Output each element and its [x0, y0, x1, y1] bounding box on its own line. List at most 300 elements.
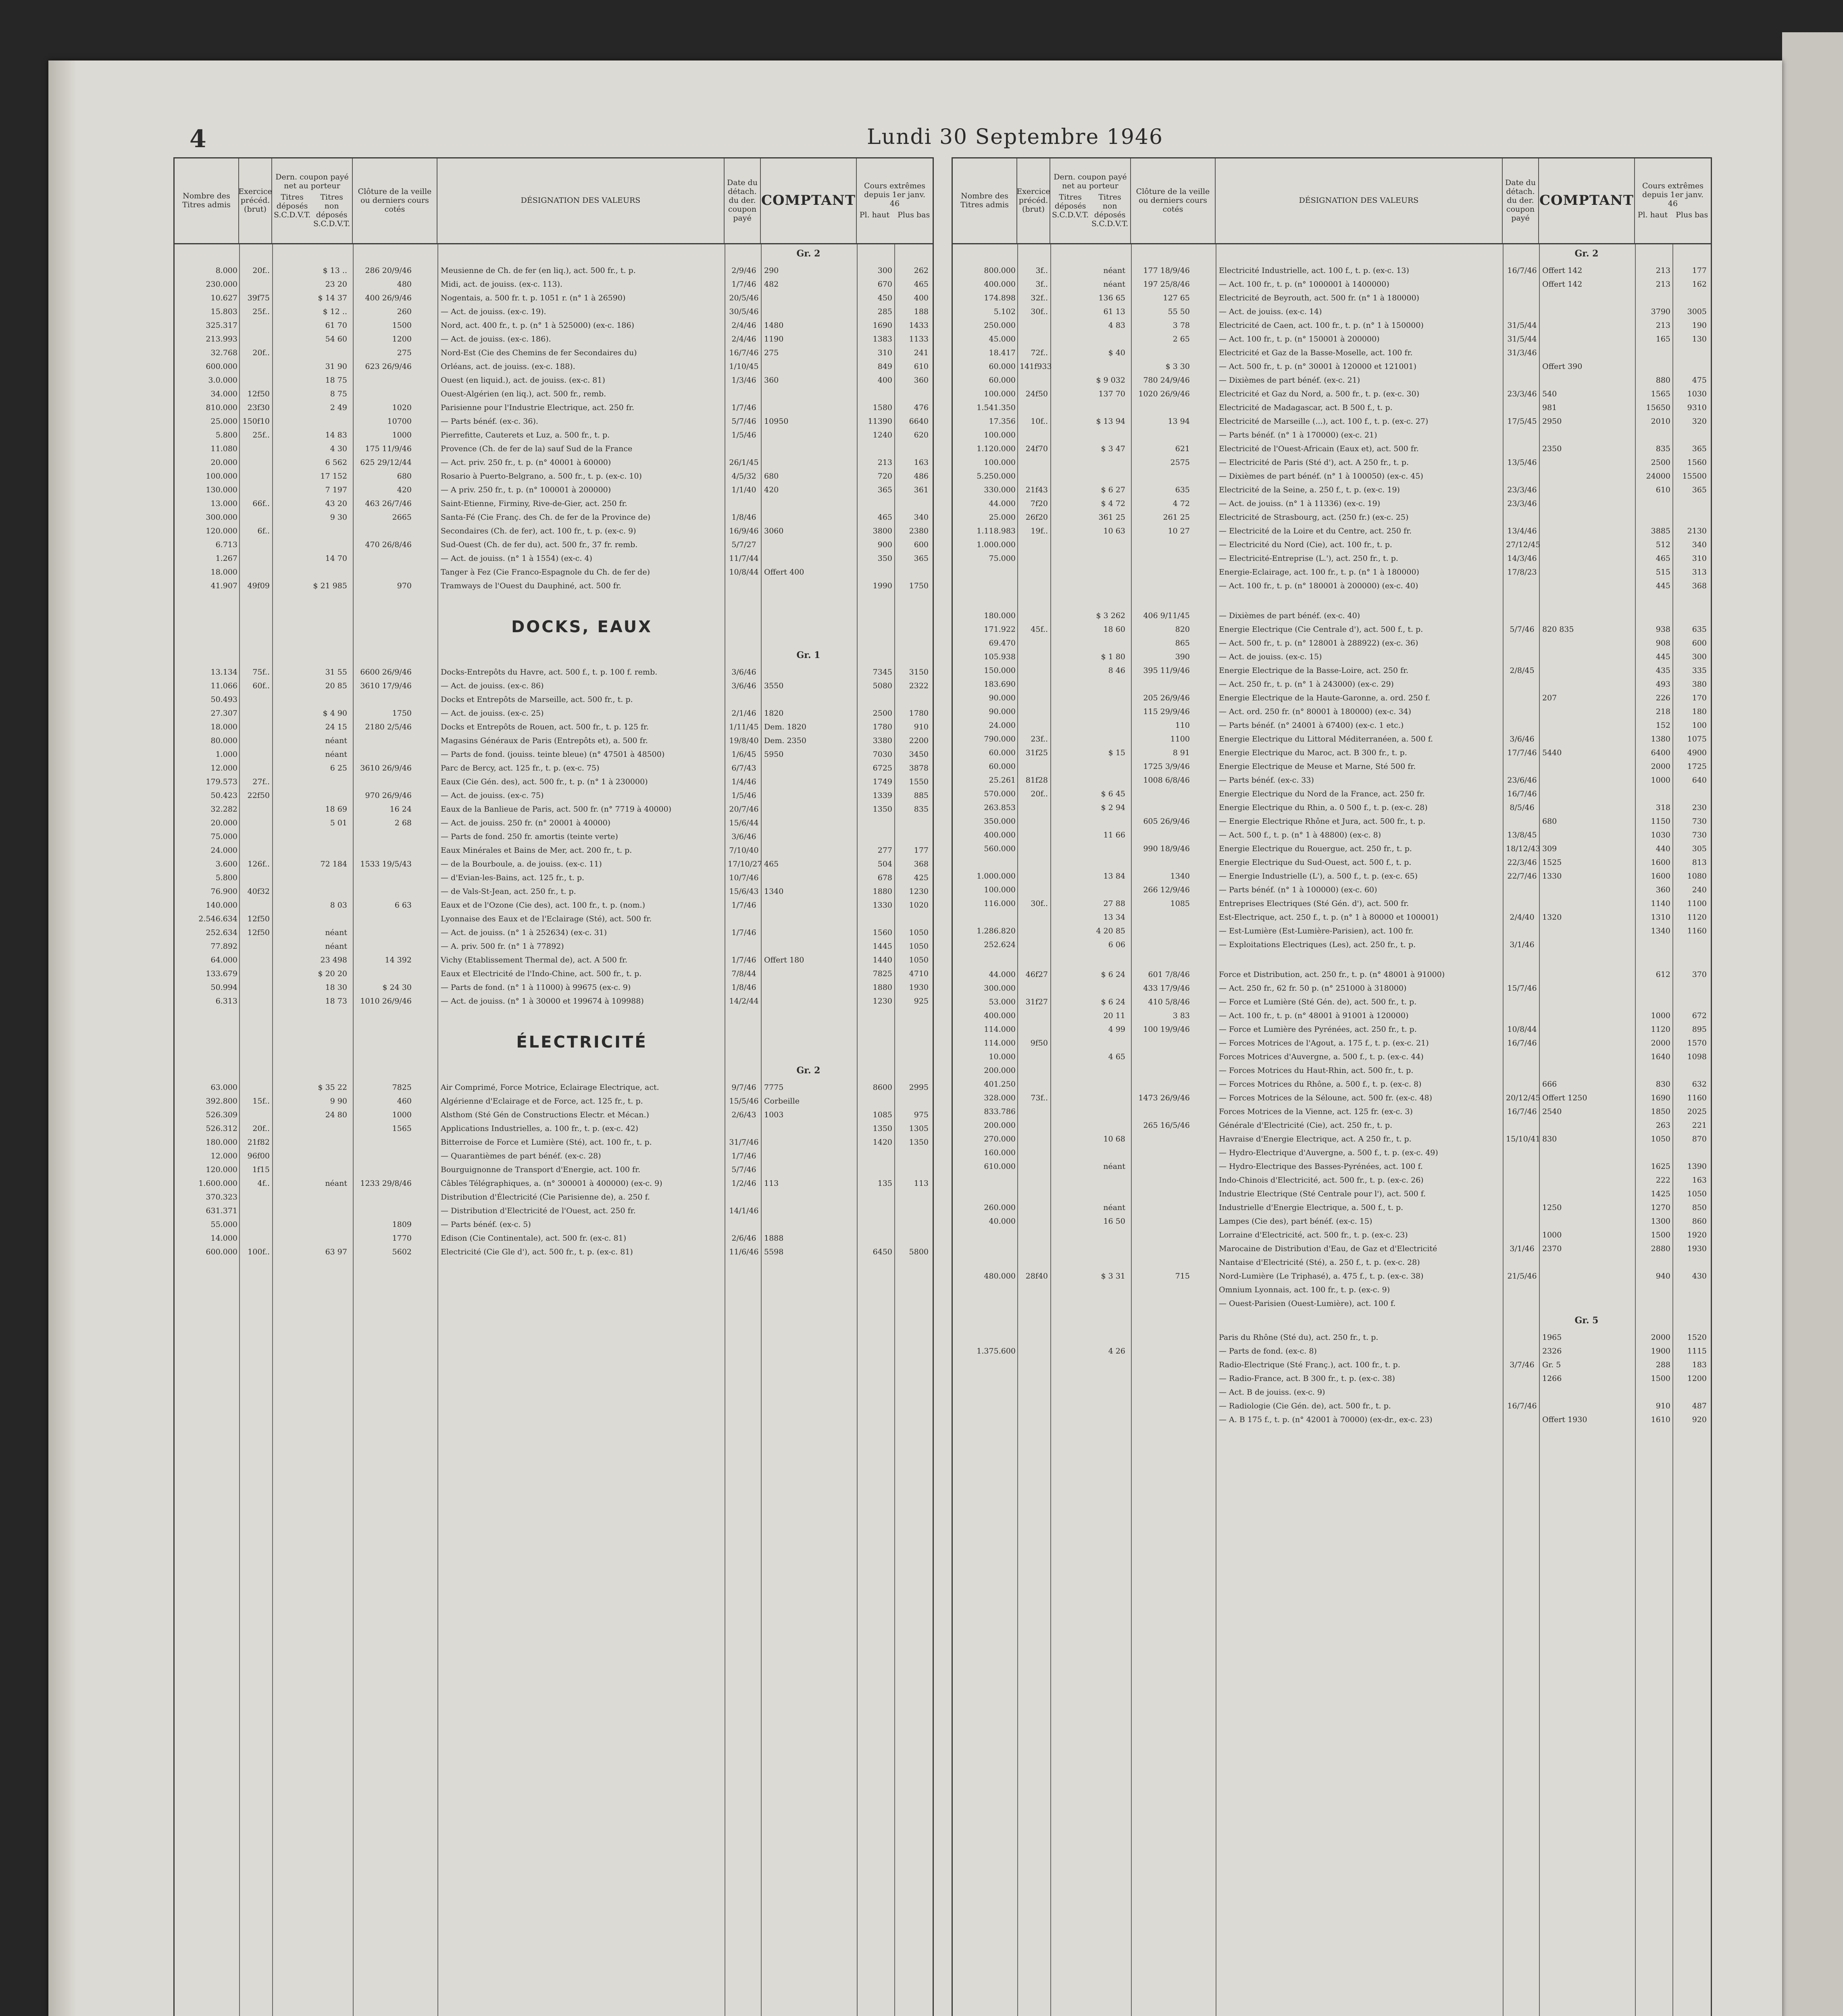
cell-name: Pierrefitte, Cauterets et Luz, a. 500 fr., t. p. — [441, 431, 610, 439]
cell-close: 470 26/8/46 — [365, 540, 412, 549]
cell-lo: 1390 — [1687, 1162, 1707, 1171]
cell-hi: 213 — [877, 458, 892, 467]
right-table-body — [953, 244, 1711, 2016]
cell-qty: 560.000 — [984, 844, 1016, 853]
cell-coupon: 4 65 — [1108, 1052, 1125, 1061]
cell-lo: 730 — [1692, 831, 1707, 839]
cell-coupon: $ 20 20 — [318, 969, 347, 978]
cell-name: — Parts bénéf. (n° 24001 à 67400) (ex-c. 1 etc.) — [1219, 721, 1404, 730]
cell-name: Nantaise d'Electricité (Sté), a. 250 f., t. p. (ex-c. 28) — [1219, 1258, 1420, 1267]
table-row — [175, 995, 933, 1009]
cell-qty: 330.000 — [984, 485, 1016, 494]
cell-lo: 380 — [1692, 680, 1707, 689]
cell-close: 1565 — [392, 1124, 412, 1133]
cell-name: Nord-Est (Cie des Chemins de fer Secondaires du) — [441, 348, 637, 357]
cell-cpt: 1480 — [764, 321, 784, 330]
cell-hi: 6450 — [873, 1248, 892, 1256]
table-row — [175, 580, 933, 594]
cell-name: Câbles Télégraphiques, a. (n° 300001 à 400000) (ex-c. 9) — [441, 1179, 662, 1188]
cell-name: — Parts de fond. (n° 1 à 11000) à 99675 (ex-c. 9) — [441, 983, 631, 992]
cell-hi: 670 — [877, 280, 892, 289]
cell-name: Orléans, act. de jouiss. (ex-c. 188). — [441, 362, 575, 371]
cell-prev: 4f.. — [257, 1179, 270, 1188]
table-row — [175, 484, 933, 498]
table-row — [953, 1359, 1711, 1372]
cell-lo: 1725 — [1687, 762, 1707, 771]
table-row — [953, 774, 1711, 788]
header-qty: Nombre des Titres admis — [175, 158, 239, 243]
table-row — [953, 1037, 1711, 1051]
table-row — [175, 306, 933, 319]
cell-qty: 44.000 — [989, 970, 1016, 979]
cell-coupon: $ 21 985 — [313, 581, 347, 590]
cell-lo: 425 — [914, 873, 929, 882]
cell-close: 110 — [1175, 721, 1190, 730]
cell-close: 13 94 — [1168, 417, 1190, 426]
cell-hi: 1420 — [873, 1138, 892, 1147]
cell-name: Edison (Cie Continentale), act. 500 fr. (ex-c. 81) — [441, 1234, 627, 1243]
cell-hi: 277 — [877, 846, 892, 855]
cell-lo: 1350 — [909, 1138, 929, 1147]
table-row — [175, 885, 933, 899]
cell-hi: 1749 — [873, 777, 892, 786]
cell-name: — de la Bourboule, a. de jouiss. (ex-c. 11) — [441, 860, 602, 868]
cell-prev: 1f15 — [252, 1165, 270, 1174]
cell-coupon: 8 75 — [330, 389, 347, 398]
table-row — [175, 566, 933, 580]
cell-coupon: $ 3 47 — [1101, 444, 1125, 453]
cell-qty: 180.000 — [984, 611, 1016, 620]
cell-name: — Quarantièmes de part bénéf. (ex-c. 28) — [441, 1152, 601, 1160]
cell-date: 1/11/45 — [729, 723, 759, 731]
cell-name: — Parts de fond. (ex-c. 8) — [1219, 1347, 1317, 1356]
cell-cpt: 5440 — [1542, 748, 1562, 757]
cell-name: Industrie Electrique (Sté Centrale pour l'), act. 500 f. — [1219, 1189, 1426, 1198]
cell-date: 2/8/45 — [1510, 666, 1535, 675]
table-row — [953, 733, 1711, 747]
cell-name: — Act. de jouiss. (n° 1 à 1554) (ex-c. 4) — [441, 554, 592, 563]
cell-close: 3 83 — [1172, 1011, 1190, 1020]
table-row — [175, 707, 933, 721]
cell-lo: 180 — [1692, 707, 1707, 716]
cell-qty: 27.307 — [210, 709, 237, 718]
cell-date: 1/7/46 — [731, 403, 756, 412]
table-row — [953, 511, 1711, 525]
cell-close: 16 24 — [389, 805, 412, 814]
cell-name: Electricité de Caen, act. 100 fr., t. p. (n° 1 à 150000) — [1219, 321, 1424, 330]
cell-qty: 12.000 — [210, 1152, 237, 1160]
cell-qty: 40.000 — [989, 1217, 1016, 1226]
cell-prev: 39f75 — [247, 294, 270, 302]
cell-date: 16/7/46 — [1507, 266, 1537, 275]
cell-hi: 835 — [1656, 444, 1670, 453]
cell-close: 3 78 — [1172, 321, 1190, 330]
cell-hi: 24000 — [1646, 472, 1670, 481]
cell-lo: 170 — [1692, 694, 1707, 702]
cell-qty: 171.922 — [984, 625, 1016, 634]
cell-close: 635 — [1175, 485, 1190, 494]
cell-qty: 50.493 — [210, 695, 237, 704]
cell-date: 5/7/46 — [731, 417, 756, 426]
cell-hi: 1140 — [1651, 899, 1670, 908]
cell-name: — Act. de jouiss. (ex-c. 15) — [1219, 652, 1322, 661]
cell-lo: 1120 — [1687, 913, 1707, 922]
cell-date: 3/6/46 — [731, 832, 756, 841]
cell-qty: 50.994 — [210, 983, 237, 992]
cell-name: — Act. de jouiss. (n° 1 à 252634) (ex-c. 31) — [441, 928, 607, 937]
cell-date: 18/12/43 — [1506, 844, 1541, 853]
table-row — [953, 1119, 1711, 1133]
cell-name: — Parts bénéf. (ex-c. 36). — [441, 417, 538, 426]
cell-cpt: Corbeille — [764, 1097, 800, 1106]
cell-close: 2 68 — [394, 818, 412, 827]
next-page-edge — [1782, 32, 1843, 2016]
table-row — [953, 747, 1711, 760]
table-row — [953, 292, 1711, 306]
cell-prev: 49f09 — [247, 581, 270, 590]
cell-lo: 163 — [1692, 1176, 1707, 1185]
cell-date: 16/7/46 — [1507, 1039, 1537, 1048]
cell-date: 3/1/46 — [1510, 940, 1535, 949]
cell-close: 1000 — [392, 431, 412, 439]
cell-qty: 252.624 — [984, 940, 1016, 949]
table-row — [175, 552, 933, 566]
cell-name: — Dixièmes de part bénéf. (n° 1 à 100050) (ex-c. 45) — [1219, 472, 1423, 481]
cell-lo: 241 — [914, 348, 929, 357]
cell-qty: 75.000 — [989, 554, 1016, 563]
cell-coupon: $ 6 45 — [1101, 789, 1125, 798]
cell-cpt: 10950 — [764, 417, 789, 426]
table-row — [953, 1147, 1711, 1160]
cell-coupon: 61 70 — [325, 321, 347, 330]
cell-close: 260 — [397, 307, 412, 316]
cell-qty: 105.938 — [984, 652, 1016, 661]
cell-prev: 12f50 — [247, 928, 270, 937]
cell-qty: 133.679 — [206, 969, 237, 978]
cell-close: 1000 — [392, 1110, 412, 1119]
cell-name: — de Vals-St-Jean, act. 250 fr., t. p. — [441, 887, 576, 896]
cell-name: Ouest (en liquid.), act. de jouiss. (ex-c. 81) — [441, 376, 605, 385]
cell-qty: 60.000 — [989, 762, 1016, 771]
cell-coupon: 14 70 — [325, 554, 347, 563]
cell-qty: 32.768 — [210, 348, 237, 357]
cell-hi: 2500 — [873, 709, 892, 718]
cell-qty: 2.546.634 — [198, 914, 237, 923]
table-row — [953, 1372, 1711, 1386]
cell-lo: 1100 — [1687, 899, 1707, 908]
table-row — [175, 748, 933, 762]
cell-name: Parisienne pour l'Industrie Electrique, act. 250 fr. — [441, 403, 634, 412]
cell-cpt: 7775 — [764, 1083, 784, 1092]
cell-qty: 526.309 — [206, 1110, 237, 1119]
cell-date: 20/12/45 — [1506, 1093, 1541, 1102]
table-row — [175, 1150, 933, 1164]
cell-close: 1473 26/9/46 — [1138, 1093, 1190, 1102]
cell-qty: 17.356 — [989, 417, 1016, 426]
cell-date: 17/7/46 — [1507, 748, 1537, 757]
cell-hi: 3885 — [1651, 527, 1670, 535]
cell-qty: 1.267 — [215, 554, 237, 563]
cell-coupon: 61 13 — [1103, 307, 1125, 316]
cell-qty: 45.000 — [989, 335, 1016, 344]
table-row — [175, 817, 933, 831]
table-row — [953, 498, 1711, 511]
table-row — [175, 968, 933, 981]
cell-lo: 1050 — [1687, 1189, 1707, 1198]
cell-qty: 480.000 — [984, 1272, 1016, 1281]
cell-name: Energie Electrique de la Basse-Loire, act. 250 fr. — [1219, 666, 1409, 675]
cell-coupon: $ 3 31 — [1101, 1272, 1125, 1281]
cell-cpt: Dem. 1820 — [764, 723, 806, 731]
cell-coupon: 10 63 — [1103, 527, 1125, 535]
cell-qty: 631.371 — [206, 1206, 237, 1215]
cell-hi: 465 — [1656, 554, 1670, 563]
table-row — [175, 872, 933, 885]
cell-name: — Forces Motrices du Rhône, a. 500 f., t. p. (ex-c. 8) — [1219, 1080, 1422, 1089]
cell-lo: 1050 — [909, 956, 929, 964]
cell-lo: 1305 — [909, 1124, 929, 1133]
cell-lo: 487 — [1692, 1402, 1707, 1410]
cell-cpt: 680 — [764, 472, 779, 481]
cell-lo: 1520 — [1687, 1333, 1707, 1342]
cell-qty: 1.000.000 — [977, 540, 1016, 549]
cell-qty: 11.066 — [210, 681, 237, 690]
cell-lo: 920 — [1692, 1415, 1707, 1424]
cell-lo: 230 — [1692, 803, 1707, 812]
header-date: Date du détach. du der. coupon payé — [1503, 158, 1539, 243]
cell-qty: 114.000 — [984, 1039, 1016, 1048]
table-row — [953, 637, 1711, 651]
cell-qty: 270.000 — [984, 1135, 1016, 1143]
cell-prev: 126f.. — [248, 860, 270, 868]
cell-hi: 3790 — [1651, 307, 1670, 316]
cell-close: 2665 — [392, 513, 412, 522]
cell-lo: 162 — [1692, 280, 1707, 289]
header-extremes-label: Cours extrêmes depuis 1er janv. 46 — [864, 181, 926, 208]
cell-name: Electricité Industrielle, act. 100 f., t. p. (ex-c. 13) — [1219, 266, 1409, 275]
cell-name: — Electricité-Entreprise (L.'), act. 250 fr., t. p. — [1219, 554, 1398, 563]
cell-name: Lampes (Cie des), part bénéf. (ex-c. 15) — [1219, 1217, 1372, 1226]
cell-date: 2/4/46 — [731, 335, 756, 344]
cell-close: 1809 — [392, 1220, 412, 1229]
table-row — [175, 498, 933, 511]
cell-lo: 1930 — [1687, 1244, 1707, 1253]
cell-hi: 940 — [1656, 1272, 1670, 1281]
cell-qty: 6.313 — [215, 997, 237, 1006]
cell-coupon: $ 1 80 — [1101, 652, 1125, 661]
cell-name: Parc de Bercy, act. 125 fr., t. p. (ex-c. 75) — [441, 764, 600, 773]
cell-qty: 25.000 — [989, 513, 1016, 522]
cell-name: — Act. 500 fr., t. p. (n° 128001 à 288922) (ex-c. 36) — [1219, 639, 1418, 648]
cell-date: 5/7/27 — [731, 540, 756, 549]
table-row — [953, 1229, 1711, 1243]
cell-prev: 46f27 — [1025, 970, 1048, 979]
cell-close: 970 — [397, 581, 412, 590]
cell-name: — Parts de fond. 250 fr. amortis (teinte verte) — [441, 832, 618, 841]
cell-lo: 4900 — [1687, 748, 1707, 757]
cell-qty: 75.000 — [210, 832, 237, 841]
cell-prev: 12f50 — [247, 914, 270, 923]
cell-lo: 1550 — [909, 777, 929, 786]
header-prev: Exercice précéd. (brut) — [239, 158, 272, 243]
cell-name: — Radiologie (Cie Gén. de), act. 500 fr., t. p. — [1219, 1402, 1391, 1410]
cell-name: Docks et Entrepôts de Rouen, act. 500 fr., t. p. 125 fr. — [441, 723, 649, 731]
cell-lo: 1920 — [1687, 1231, 1707, 1239]
cell-prev: 30f.. — [1031, 899, 1048, 908]
cell-name: — Act. 250 fr., t. p. (n° 1 à 243000) (ex-c. 29) — [1219, 680, 1394, 689]
table-row — [175, 374, 933, 388]
cell-qty: 100.000 — [206, 472, 237, 481]
cell-qty: 833.786 — [984, 1107, 1016, 1116]
cell-qty: 50.423 — [210, 791, 237, 800]
cell-lo: 1020 — [909, 901, 929, 910]
cell-prev: 23f30 — [247, 403, 270, 412]
cell-lo: 1930 — [909, 983, 929, 992]
table-row — [953, 580, 1711, 594]
cell-cpt: Offert 142 — [1542, 266, 1583, 275]
cell-prev: 81f28 — [1025, 776, 1048, 785]
cell-date: 1/5/46 — [731, 791, 756, 800]
cell-qty: 53.000 — [989, 998, 1016, 1006]
header-comptant: COMPTANT — [761, 158, 857, 243]
cell-date: 2/6/46 — [731, 1234, 756, 1243]
cell-qty: 260.000 — [984, 1203, 1016, 1212]
cell-lo: 163 — [914, 458, 929, 467]
table-row — [953, 360, 1711, 374]
cell-qty: 10.000 — [989, 1052, 1016, 1061]
right-table-header — [953, 158, 1711, 244]
cell-name: Bourguignonne de Transport d'Energie, act. 100 fr. — [441, 1165, 641, 1174]
cell-qty: 200.000 — [984, 1121, 1016, 1130]
cell-hi: 1340 — [1651, 927, 1670, 935]
cell-prev: 20f.. — [252, 348, 270, 357]
cell-close: 680 — [397, 472, 412, 481]
table-row — [953, 1106, 1711, 1119]
cell-close: 1020 — [392, 403, 412, 412]
cell-prev: 27f.. — [252, 777, 270, 786]
header-coupon-top: Dern. coupon payé net au porteur — [275, 173, 349, 191]
cell-cpt: 666 — [1542, 1080, 1557, 1089]
cell-cpt: 309 — [1542, 844, 1557, 853]
cell-coupon: 20 11 — [1103, 1011, 1125, 1020]
header-coupon-b: Titres non déposés S.C.D.V.T. — [1091, 193, 1129, 228]
cell-coupon: 7 197 — [325, 485, 347, 494]
cell-close: 266 12/9/46 — [1143, 885, 1190, 894]
cell-cpt: 207 — [1542, 694, 1557, 702]
cell-close: 460 — [397, 1097, 412, 1106]
table-row — [953, 692, 1711, 706]
cell-qty: 63.000 — [210, 1083, 237, 1092]
cell-date: 17/10/27 — [728, 860, 762, 868]
cell-close: 1010 26/9/46 — [360, 997, 412, 1006]
table-row — [175, 278, 933, 292]
cell-hi: 1000 — [1651, 776, 1670, 785]
cell-lo: 310 — [1692, 554, 1707, 563]
cell-date: 8/5/46 — [1510, 803, 1535, 812]
cell-coupon: 16 50 — [1103, 1217, 1125, 1226]
cell-coupon: 5 01 — [330, 818, 347, 827]
cell-date: 19/8/40 — [729, 736, 759, 745]
cell-hi: 1500 — [1651, 1374, 1670, 1383]
cell-prev: 9f50 — [1030, 1039, 1048, 1048]
group-label: Gr. 1 — [796, 650, 820, 660]
cell-close: 6 63 — [394, 901, 412, 910]
cell-lo: 262 — [914, 266, 929, 275]
cell-lo: 640 — [1692, 776, 1707, 785]
cell-name: Electricité de Madagascar, act. B 500 f., t. p. — [1219, 403, 1393, 412]
cell-qty: 526.312 — [206, 1124, 237, 1133]
table-row — [953, 706, 1711, 719]
cell-hi: 938 — [1656, 625, 1670, 634]
cell-qty: 41.907 — [210, 581, 237, 590]
cell-lo: 365 — [914, 554, 929, 563]
header-coupon-a: Titres déposés S.C.D.V.T. — [1052, 193, 1089, 219]
cell-lo: 1200 — [1687, 1374, 1707, 1383]
cell-lo: 975 — [914, 1110, 929, 1119]
table-row — [953, 443, 1711, 456]
table-row — [175, 899, 933, 913]
cell-hi: 1900 — [1651, 1347, 1670, 1356]
cell-name: Secondaires (Ch. de fer), act. 100 fr., t. p. (ex-c. 9) — [441, 527, 636, 535]
cell-close: 6600 26/9/46 — [360, 668, 412, 677]
cell-name: — Act. B de jouiss. (ex-c. 9) — [1219, 1388, 1325, 1397]
cell-name: — Act. de jouiss. (ex-c. 75) — [441, 791, 544, 800]
cell-close: 1533 19/5/43 — [360, 860, 412, 868]
table-row — [953, 898, 1711, 911]
cell-qty: 100.000 — [984, 458, 1016, 467]
cell-date: 2/1/46 — [731, 709, 756, 718]
cell-prev: 30f.. — [1031, 307, 1048, 316]
cell-name: Energie Electrique du Littoral Méditerranéen, a. 500 f. — [1219, 735, 1433, 744]
cell-lo: 365 — [1692, 444, 1707, 453]
cell-hi: 1850 — [1651, 1107, 1670, 1116]
cell-hi: 1330 — [873, 901, 892, 910]
cell-qty: 810.000 — [206, 403, 237, 412]
cell-date: 2/4/40 — [1510, 913, 1535, 922]
cell-date: 13/8/45 — [1507, 831, 1537, 839]
cell-name: Midi, act. de jouiss. (ex-c. 113). — [441, 280, 563, 289]
cell-hi: 6725 — [873, 764, 892, 773]
cell-close: 286 20/9/46 — [365, 266, 412, 275]
cell-name: Radio-Electrique (Sté Franç.), act. 100 fr., t. p. — [1219, 1360, 1400, 1369]
table-row — [175, 525, 933, 539]
cell-qty: 25.000 — [210, 417, 237, 426]
cell-qty: 77.892 — [210, 942, 237, 951]
cell-prev: 72f.. — [1031, 348, 1048, 357]
cell-cpt: 1888 — [764, 1234, 784, 1243]
cell-qty: 80.000 — [210, 736, 237, 745]
table-row — [175, 954, 933, 968]
cell-lo: 465 — [914, 280, 929, 289]
cell-qty: 8.000 — [215, 266, 237, 275]
cell-date: 3/6/46 — [731, 681, 756, 690]
cell-qty: 44.000 — [989, 499, 1016, 508]
group-label: Gr. 2 — [1574, 248, 1599, 259]
cell-hi: 1500 — [1651, 1231, 1670, 1239]
cell-cpt: Offert 180 — [764, 956, 804, 964]
table-row — [953, 388, 1711, 402]
cell-coupon: néant — [1103, 266, 1125, 275]
cell-close: 410 5/8/46 — [1148, 998, 1190, 1006]
cell-coupon: 6 562 — [325, 458, 347, 467]
cell-lo: 1133 — [909, 335, 929, 344]
table-row — [953, 982, 1711, 996]
cell-qty: 400.000 — [984, 1011, 1016, 1020]
cell-name: — Act. de jouiss. (ex-c. 186). — [441, 335, 551, 344]
cell-date: 2/9/46 — [731, 266, 756, 275]
cell-date: 17/8/23 — [1507, 568, 1537, 577]
cell-hi: 2000 — [1651, 1333, 1670, 1342]
